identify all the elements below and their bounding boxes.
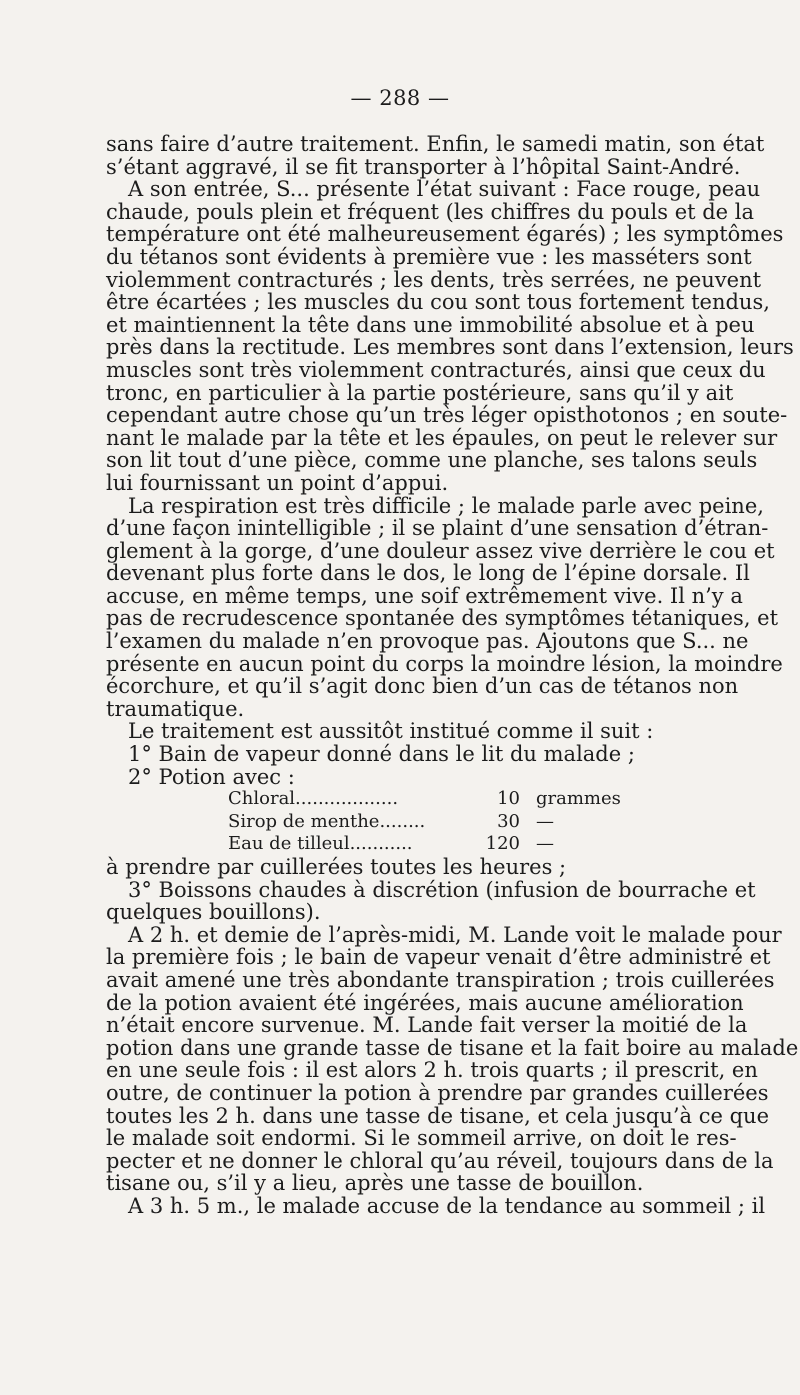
text-line: glement à la gorge, d’une douleur assez vive derrière le cou et [106, 538, 775, 563]
text-line: d’une façon inintelligible ; il se plaint d’une sensation d’étran- [106, 516, 769, 541]
prescription-ingredient: Chloral.................. [228, 788, 399, 810]
prescription-quantity: 120 [485, 833, 520, 855]
text-line: accuse, en même temps, une soif extrêmement vive. Il n’y a [106, 583, 743, 608]
treatment-item: 3° Boissons chaudes à discrétion (infusion de bourrache et [128, 877, 756, 902]
text-line: la première fois ; le bain de vapeur venait d’être administré et [106, 945, 771, 970]
text-line: être écartées ; les muscles du cou sont tous fortement tendus, [106, 290, 770, 315]
text-line: quelques bouillons). [106, 900, 321, 925]
text-line: tisane ou, s’il y a lieu, après une tasse de bouillon. [106, 1171, 644, 1196]
text-line: l’examen du malade n’en provoque pas. Ajoutons que S... ne [106, 629, 749, 654]
prescription-quantity: 30 [497, 810, 520, 832]
text-line: sans faire d’autre traitement. Enfin, le samedi matin, son état [106, 132, 765, 156]
text-line: violemment contracturés ; les dents, très serrées, ne peuvent [106, 267, 762, 292]
text-line: outre, de continuer la potion à prendre par grandes cuillerées [106, 1080, 769, 1105]
text-line: lui fournissant un point d’appui. [106, 470, 449, 495]
text-line: et maintiennent la tête dans une immobilité absolue et à peu [106, 312, 755, 337]
text-line: n’était encore survenue. M. Lande fait verser la moitié de la [106, 1013, 748, 1038]
prescription-ingredient: Sirop de menthe........ [228, 810, 426, 832]
text-line: s’étant aggravé, il se fit transporter à l’hôpital Saint-André. [106, 154, 741, 179]
text-line: traumatique. [106, 696, 245, 721]
text-line: pecter et ne donner le chloral qu’au réveil, toujours dans de la [106, 1148, 774, 1173]
text-line: La respiration est très difficile ; le malade parle avec peine, [128, 493, 764, 518]
text-line: son lit tout d’une pièce, comme une planche, ses talons seuls [106, 448, 758, 473]
text-line: écorchure, et qu’il s’agit donc bien d’un cas de tétanos non [106, 674, 739, 699]
prescription-ingredient: Eau de tilleul........... [228, 833, 413, 855]
prescription-unit: — [536, 810, 554, 832]
text-line: de la potion avaient été ingérées, mais aucune amélioration [106, 990, 744, 1015]
text-line: A 2 h. et demie de l’après-midi, M. Lande voit le malade pour [128, 922, 782, 947]
treatment-intro: Le traitement est aussitôt institué comme il suit : [128, 719, 654, 744]
text-line: cependant autre chose qu’un très léger opisthotonos ; en soute- [106, 403, 788, 428]
prescription-quantity: 10 [497, 788, 520, 810]
text-line: tronc, en particulier à la partie postérieure, sans qu’il y ait [106, 380, 734, 405]
text-line: du tétanos sont évidents à première vue : les masséters sont [106, 244, 752, 269]
text-line: présente en aucun point du corps la moindre lésion, la moindre [106, 651, 783, 676]
prescription-row [106, 833, 722, 856]
prescription-unit: — [536, 833, 554, 855]
text-line: près dans la rectitude. Les membres sont dans l’extension, leurs [106, 335, 794, 360]
prescription-note: à prendre par cuillerées toutes les heures ; [106, 855, 567, 879]
prescription-row [106, 788, 722, 811]
prescription-unit: grammes [536, 788, 621, 810]
text-line: le malade soit endormi. Si le sommeil arrive, on doit le res- [106, 1126, 737, 1151]
page-number: — 288 — [350, 86, 450, 110]
text-line: toutes les 2 h. dans une tasse de tisane, et cela jusqu’à ce que [106, 1103, 769, 1128]
text-line: en une seule fois : il est alors 2 h. trois quarts ; il prescrit, en [106, 1058, 758, 1083]
text-line: potion dans une grande tasse de tisane et la fait boire au malade [106, 1035, 799, 1060]
prescription-row [106, 811, 722, 834]
text-line: chaude, pouls plein et fréquent (les chiffres du pouls et de la [106, 199, 755, 224]
text-line: avait amené une très abondante transpiration ; trois cuillerées [106, 967, 775, 992]
text-line: pas de recrudescence spontanée des symptômes tétaniques, et [106, 606, 779, 631]
text-line: A son entrée, S... présente l’état suivant : Face rouge, peau [128, 177, 761, 202]
text-line: muscles sont très violemment contracturés, ainsi que ceux du [106, 357, 766, 382]
treatment-item: 2° Potion avec : [128, 764, 295, 789]
text-line: nant le malade par la tête et les épaules, on peut le relever sur [106, 425, 778, 450]
body-text [106, 132, 799, 1218]
treatment-item: 1° Bain de vapeur donné dans le lit du malade ; [128, 742, 635, 767]
text-line: devenant plus forte dans le dos, le long de l’épine dorsale. Il [106, 561, 750, 586]
text-line: A 3 h. 5 m., le malade accuse de la tendance au sommeil ; il [128, 1193, 766, 1218]
text-line: température ont été malheureusement égarés) ; les symptômes [106, 222, 784, 247]
